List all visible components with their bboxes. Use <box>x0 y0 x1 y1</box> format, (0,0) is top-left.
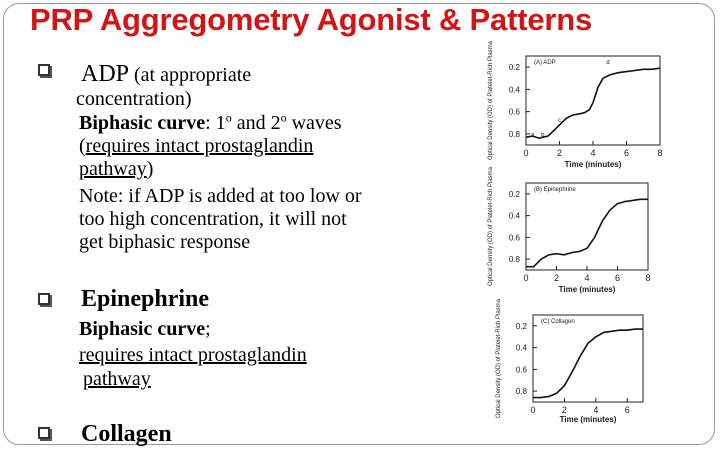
adp-req-text2: pathway <box>79 158 147 180</box>
chart3-ylabel: Optical Density (OD) of Platelet-Rich Plasma <box>496 298 502 419</box>
bullet-square-icon <box>38 64 50 76</box>
chart2-xtick-label: 2 <box>553 273 560 283</box>
chart2-xlabel: Time (minutes) <box>558 285 616 294</box>
chart1-annotation: b <box>541 132 545 139</box>
chart3-ytick-label: 0.8 <box>515 387 527 397</box>
adp-heading-rest: (at appropriate <box>129 64 252 86</box>
bullet-square-icon <box>38 293 50 305</box>
adp-biphasic-label: Biphasic curve <box>79 112 206 134</box>
chart2-ytick-label: 0.4 <box>508 211 520 221</box>
adp-biphasic-line <box>79 112 342 135</box>
chart1-annotation: c <box>558 117 561 124</box>
epi-req-line2: pathway <box>83 368 151 390</box>
chart1-xtick-label: 4 <box>590 148 596 158</box>
adp-req-text1: requires intact prostaglandin <box>85 135 314 157</box>
chart2-xtick-label: 4 <box>584 273 590 283</box>
chart3-ytick-label: 0.4 <box>515 343 527 353</box>
chart1-xtick-label: 6 <box>623 148 630 158</box>
chart1-ytick-label: 0.6 <box>508 107 520 117</box>
chart1-ylabel: Optical Density (OD) of Platelet-Rich Plasma <box>488 40 494 161</box>
adp-note1: Note: if ADP is added at too low or <box>79 185 362 207</box>
adp-note3: get biphasic response <box>79 231 251 253</box>
epi-biphasic-label: Biphasic curve <box>79 318 206 340</box>
chart2-ytick-label: 0.2 <box>508 189 520 199</box>
chart3-xlabel: Time (minutes) <box>559 415 617 424</box>
adp-biphasic-text-a: : 1 <box>205 112 226 134</box>
epi-heading: Epinephrine <box>81 286 210 312</box>
chart1-title: (A) ADP <box>534 60 556 66</box>
chart2-xtick-label: 0 <box>523 273 529 283</box>
chart1-xtick-label: 0 <box>523 148 529 158</box>
adp-biphasic-text-b: and 2 <box>231 112 281 134</box>
chart1-ytick-label: 0.2 <box>508 63 520 73</box>
adp-sup1: o <box>225 110 232 125</box>
chart3-xtick-label: 4 <box>593 405 599 415</box>
adp-req-open: ( <box>79 135 86 157</box>
adp-heading: ADP <box>81 61 130 87</box>
chart3-xtick-label: 0 <box>530 405 536 415</box>
chart1-xlabel: Time (minutes) <box>564 160 622 169</box>
chart3-xtick-label: 6 <box>624 405 630 415</box>
adp-biphasic-text-c: waves <box>286 112 342 134</box>
chart3-ytick-label: 0.2 <box>515 321 527 331</box>
epi-biphasic-line <box>79 318 211 341</box>
epi-req-line1: requires intact prostaglandin <box>79 344 307 366</box>
adp-sup2: o <box>280 110 287 125</box>
adp-req-line1 <box>79 135 313 158</box>
chart1-ytick-label: 0.8 <box>508 129 520 139</box>
chart3-xtick-label: 2 <box>561 405 567 415</box>
slide-title: PRP Aggregometry Agonist & Patterns <box>30 2 593 37</box>
chart1-annotation: a <box>531 132 535 139</box>
chart2-ytick-label: 0.6 <box>508 233 520 243</box>
collagen-heading: Collagen <box>81 421 172 447</box>
epi-semicolon: ; <box>205 318 211 340</box>
adp-req-line2 <box>79 158 153 181</box>
chart2-xtick-label: 8 <box>645 273 651 283</box>
chart2-xtick-label: 6 <box>614 273 621 283</box>
adp-line2: concentration) <box>76 88 192 110</box>
chart3-title: (C) Collagen <box>541 319 575 325</box>
chart1-xtick-label: 8 <box>657 148 663 158</box>
chart1-xtick-label: 2 <box>556 148 563 158</box>
bullet-square-icon <box>38 427 50 439</box>
chart3-ytick-label: 0.6 <box>515 365 527 375</box>
chart2-ytick-label: 0.8 <box>508 255 520 265</box>
chart1-ytick-label: 0.4 <box>508 85 520 95</box>
adp-heading-line <box>81 60 251 88</box>
adp-note2: too high concentration, it will not <box>79 208 347 230</box>
chart2-title: (B) Epinephrine <box>534 187 576 193</box>
chart2-ylabel: Optical Density (OD) of Platelet-Rich Plasma <box>488 166 494 287</box>
adp-req-close: ) <box>146 158 154 180</box>
chart1-annotation: d <box>606 60 610 67</box>
